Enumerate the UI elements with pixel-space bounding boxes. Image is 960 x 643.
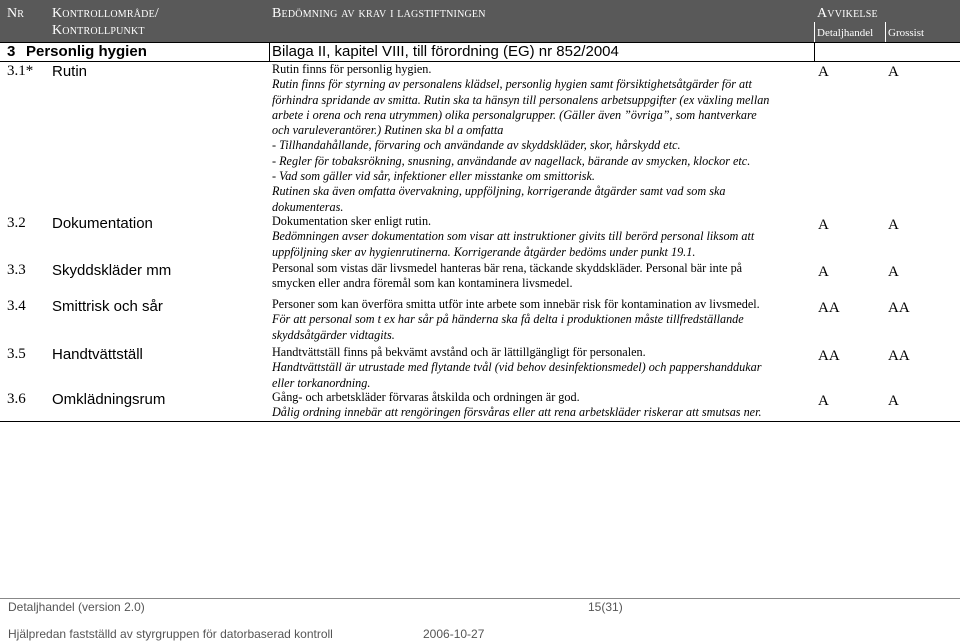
row-label: Smittrisk och sår: [52, 298, 163, 315]
deviation-wholesale: A: [888, 393, 899, 409]
description-line: Rutin finns för styrning av personalens klädsel, personlig hygien samt försiktighetsåtgärder för att: [272, 77, 752, 92]
row-description: [272, 261, 742, 292]
description-line: arbete i orena och rena utrymmen) olika personalgrupper. (Gäller även ”övriga”, som hantverkare: [272, 107, 757, 122]
description-line: och varuleverantörer.) Rutinen ska bl a omfatta: [272, 123, 504, 138]
description-line: uppföljning sker av hygienrutinerna. Korrigerande åtgärder bedöms under punkt 19.1.: [272, 244, 696, 259]
row-label: Dokumentation: [52, 215, 153, 232]
row-description: [272, 345, 761, 391]
section-reference: Bilaga II, kapitel VIII, till förordning (EG) nr 852/2004: [272, 43, 619, 60]
deviation-wholesale: AA: [888, 348, 910, 364]
deviation-retail: A: [818, 393, 829, 409]
footer-approved: Hjälpredan fastställd av styrgruppen för datorbaserad kontroll: [8, 627, 333, 641]
header-wholesale: Grossist: [888, 27, 925, 39]
description-line: Rutinen ska även omfatta övervakning, uppföljning, korrigerande åtgärder samt vad som ska: [272, 184, 726, 199]
header-assessment: Bedömning av krav i lagstiftningen: [272, 6, 486, 21]
grid-line: [0, 42, 960, 43]
row-label: Handtvättställ: [52, 346, 143, 363]
grid-line: [814, 42, 815, 61]
description-line: dokumenteras.: [272, 199, 344, 214]
description-line: Handtvättställ finns på bekvämt avstånd och är lättillgängligt för personalen.: [272, 345, 646, 359]
section-number: 3: [7, 43, 16, 60]
description-line: Dokumentation sker enligt rutin.: [272, 214, 432, 228]
grid-line: [269, 42, 270, 61]
row-description: [272, 390, 762, 421]
row-number: 3.3: [7, 262, 26, 278]
description-line: Personer som kan överföra smitta utför inte arbete som innebär risk för kontamination av livsmedel.: [272, 297, 760, 311]
row-label: Skyddskläder mm: [52, 262, 172, 279]
description-line: Gång- och arbetskläder förvaras åtskilda och ordningen är god.: [272, 390, 580, 404]
section-title: Personlig hygien: [26, 43, 147, 60]
header-deviations: Avvikelse: [817, 6, 878, 21]
row-description: [272, 214, 754, 260]
deviation-retail: A: [818, 264, 829, 280]
header-retail: Detaljhandel: [817, 27, 874, 39]
grid-line: [0, 421, 960, 422]
description-line: Rutin finns för personlig hygien.: [272, 62, 432, 76]
header-area-line1: Kontrollområde/: [52, 6, 159, 21]
description-line: eller torkanordning.: [272, 375, 371, 390]
row-label: Rutin: [52, 63, 88, 80]
footer-left: Detaljhandel (version 2.0): [8, 600, 145, 614]
grid-line: [885, 22, 886, 42]
header-area-line2: Kontrollpunkt: [52, 23, 145, 38]
header-nr: Nr: [7, 6, 25, 21]
section-row: [0, 42, 960, 61]
row-number: 3.6: [7, 391, 26, 407]
row-label: Omklädningsrum: [52, 391, 166, 408]
description-line: skyddsåtgärder vidtagits.: [272, 327, 395, 342]
deviation-retail: A: [818, 64, 829, 80]
table-header: [0, 0, 960, 42]
deviation-retail: A: [818, 217, 829, 233]
row-number: 3.4: [7, 298, 26, 314]
footer-date: 2006-10-27: [423, 627, 485, 641]
description-line: Bedömningen avser dokumentation som visar att instruktioner givits till berörd personal liksom att: [272, 229, 755, 244]
row-number: 3.5: [7, 346, 26, 362]
description-line: förhindra spridande av smitta. Rutin ska ta hänsyn till personalens arbetsuppgifter (ex växling mellan: [272, 92, 770, 107]
deviation-retail: AA: [818, 348, 840, 364]
description-line: Handtvättställ är utrustade med flytande tvål (vid behov desinfektionsmedel) och pappershanddukar: [272, 360, 762, 375]
description-line: - Vad som gäller vid sår, infektioner eller misstanke om smittorisk.: [272, 169, 595, 184]
description-line: - Regler för tobaksrökning, snusning, användande av nagellack, bärande av smycken, klockor etc.: [272, 153, 751, 168]
footer-page: 15(31): [588, 600, 623, 614]
description-line: - Tillhandahållande, förvaring och användande av skyddskläder, skor, hårskydd etc.: [272, 138, 681, 153]
row-number: 3.1*: [7, 63, 34, 79]
description-line: Personal som vistas där livsmedel hanteras bär rena, täckande skyddskläder. Personal bär inte på: [272, 261, 743, 275]
description-line: smycken eller andra föremål som kan kontaminera livsmedel.: [272, 276, 573, 291]
row-number: 3.2: [7, 215, 26, 231]
deviation-retail: AA: [818, 300, 840, 316]
deviation-wholesale: AA: [888, 300, 910, 316]
deviation-wholesale: A: [888, 64, 899, 80]
description-line: Dålig ordning innebär att rengöringen försvåras eller att rena arbetskläder riskerar att smutsas ner.: [272, 405, 762, 420]
deviation-wholesale: A: [888, 217, 899, 233]
footer-rule: [0, 598, 960, 599]
deviation-wholesale: A: [888, 264, 899, 280]
row-description: [272, 62, 769, 215]
grid-line: [814, 22, 815, 42]
row-description: [272, 297, 760, 343]
description-line: För att personal som t ex har sår på händerna ska få delta i produktionen måste tillfredställande: [272, 312, 744, 327]
